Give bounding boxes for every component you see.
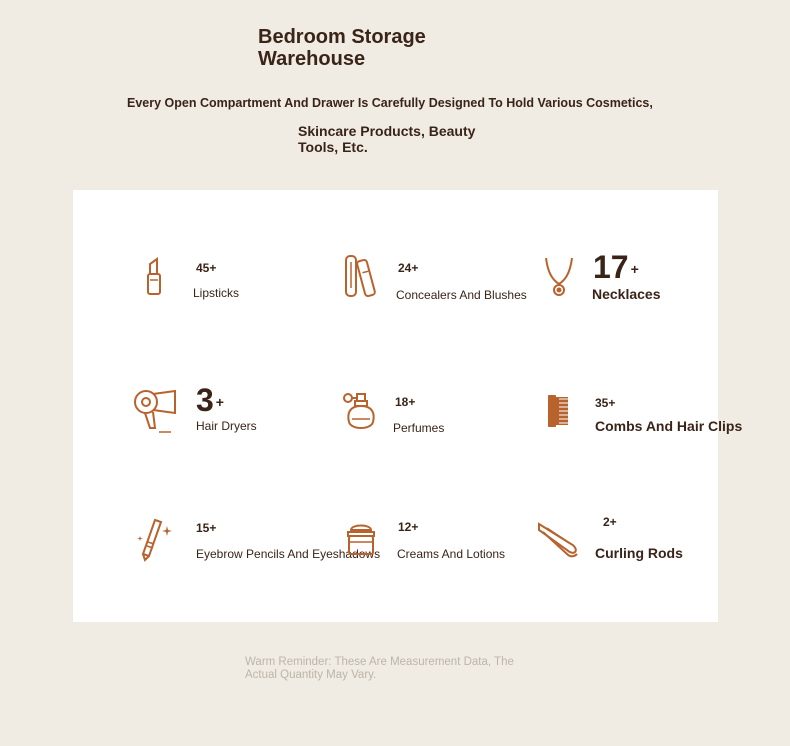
item-count-lipsticks: 45+ <box>196 261 217 275</box>
title-line-2: Warehouse <box>258 48 366 70</box>
concealer-icon <box>343 254 379 300</box>
subtitle-line-2b: Tools, Etc. <box>298 139 368 155</box>
item-label-perfumes: Perfumes <box>393 421 445 435</box>
item-count-necklaces: 17 + <box>593 249 639 285</box>
perfume-icon <box>341 392 381 432</box>
curling-rod-icon <box>537 518 581 558</box>
lipstick-icon <box>143 256 165 298</box>
item-label-hair-dryers: Hair Dryers <box>196 419 257 433</box>
necklace-icon <box>543 256 575 300</box>
hair-dryer-icon <box>131 388 177 434</box>
cream-jar-icon <box>345 522 377 556</box>
item-label-combs: Combs And Hair Clips <box>595 418 743 434</box>
page-title <box>258 26 426 70</box>
item-label-creams: Creams And Lotions <box>397 547 506 561</box>
eyebrow-pencil-icon <box>135 516 175 562</box>
item-label-lipsticks: Lipsticks <box>193 286 240 300</box>
subtitle-line-2 <box>298 123 475 155</box>
item-label-eyebrow-pencils: Eyebrow Pencils And Eyeshadows <box>196 547 381 561</box>
item-count-eyebrow-pencils: 15+ <box>196 521 217 535</box>
item-count-perfumes: 18+ <box>395 395 416 409</box>
item-count-hair-dryers: 3 + <box>196 382 224 418</box>
comb-icon <box>546 393 572 429</box>
item-count-curling-rods: 2+ <box>603 515 617 529</box>
item-count-concealers: 24+ <box>398 261 419 275</box>
item-count-creams: 12+ <box>398 520 419 534</box>
subtitle-line-1: Every Open Compartment And Drawer Is Carefully Designed To Hold Various Cosmetics, <box>127 96 653 110</box>
reminder-line-2: Actual Quantity May Vary. <box>245 669 377 681</box>
storage-card <box>73 190 743 622</box>
warm-reminder <box>245 656 514 682</box>
item-label-curling-rods: Curling Rods <box>595 545 683 561</box>
subtitle-line-2a: Skincare Products, Beauty <box>298 123 476 139</box>
item-label-necklaces: Necklaces <box>592 286 661 302</box>
reminder-line-1: Warm Reminder: These Are Measurement Data, The <box>245 656 514 668</box>
title-line-1: Bedroom Storage <box>258 26 426 48</box>
item-label-concealers: Concealers And Blushes <box>396 288 527 302</box>
item-count-combs: 35+ <box>595 396 616 410</box>
